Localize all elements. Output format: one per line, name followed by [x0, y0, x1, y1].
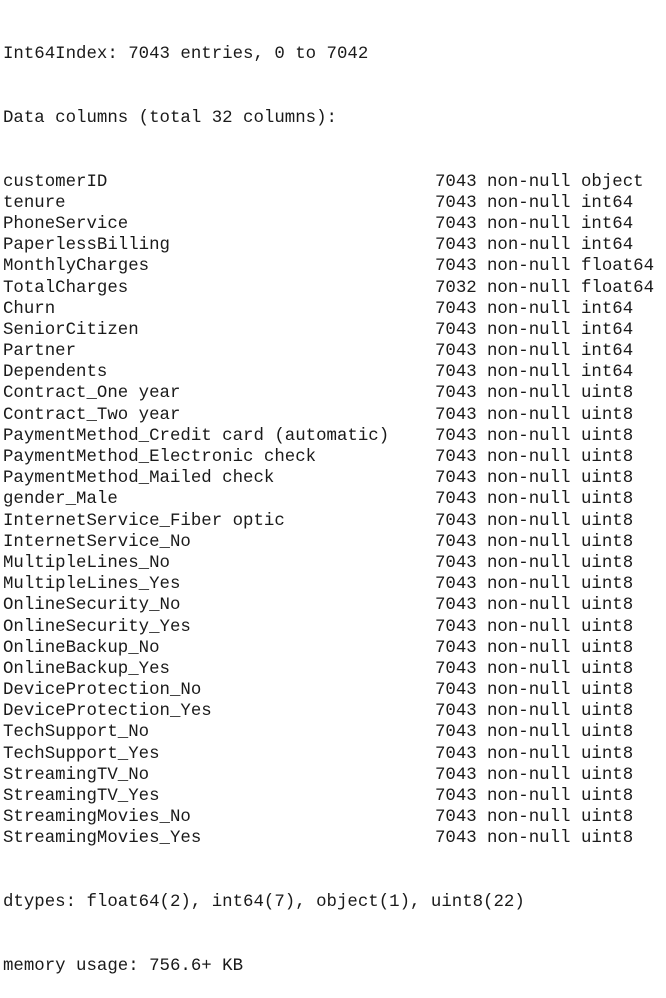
column-row — [3, 426, 666, 447]
column-name: PhoneService — [3, 214, 129, 234]
dtype-label: uint8 — [581, 829, 634, 849]
column-name: TechSupport_No — [3, 723, 150, 743]
column-name: MonthlyCharges — [3, 257, 150, 277]
non-null-count: 7043 — [435, 765, 477, 785]
nullity-label: non-null — [487, 681, 571, 701]
column-list — [3, 172, 666, 850]
column-row — [3, 828, 666, 849]
column-row — [3, 320, 666, 341]
dtype-label: float64 — [581, 278, 655, 298]
nullity-label: non-null — [487, 320, 571, 340]
dtype-label: uint8 — [581, 553, 634, 573]
column-name: StreamingTV_Yes — [3, 787, 160, 807]
column-name: SeniorCitizen — [3, 320, 139, 340]
dtype-label: uint8 — [581, 787, 634, 807]
column-name: Partner — [3, 342, 77, 362]
column-name: TechSupport_Yes — [3, 744, 160, 764]
column-row — [3, 617, 666, 638]
nullity-label: non-null — [487, 384, 571, 404]
dtype-label: uint8 — [581, 702, 634, 722]
dtype-label: int64 — [581, 214, 634, 234]
non-null-count: 7043 — [435, 681, 477, 701]
column-row — [3, 807, 666, 828]
dtype-label: int64 — [581, 299, 634, 319]
column-row — [3, 489, 666, 510]
column-row — [3, 235, 666, 256]
non-null-count: 7043 — [435, 236, 477, 256]
column-name: PaperlessBilling — [3, 236, 170, 256]
non-null-count: 7043 — [435, 659, 477, 679]
column-name: InternetService_Fiber optic — [3, 511, 285, 531]
non-null-count: 7043 — [435, 787, 477, 807]
nullity-label: non-null — [487, 575, 571, 595]
column-name: Dependents — [3, 363, 108, 383]
dtype-label: int64 — [581, 193, 634, 213]
non-null-count: 7043 — [435, 363, 477, 383]
column-name: MultipleLines_No — [3, 553, 170, 573]
nullity-label: non-null — [487, 808, 571, 828]
column-row — [3, 214, 666, 235]
column-name: TotalCharges — [3, 278, 129, 298]
nullity-label: non-null — [487, 659, 571, 679]
dtype-label: int64 — [581, 320, 634, 340]
column-row — [3, 256, 666, 277]
column-name: StreamingMovies_No — [3, 808, 191, 828]
column-name: gender_Male — [3, 490, 118, 510]
non-null-count: 7043 — [435, 448, 477, 468]
dtype-label: uint8 — [581, 575, 634, 595]
non-null-count: 7043 — [435, 511, 477, 531]
nullity-label: non-null — [487, 765, 571, 785]
non-null-count: 7032 — [435, 278, 477, 298]
column-row — [3, 765, 666, 786]
column-row — [3, 722, 666, 743]
nullity-label: non-null — [487, 617, 571, 637]
non-null-count: 7043 — [435, 744, 477, 764]
column-name: Contract_Two year — [3, 405, 181, 425]
dtype-label: uint8 — [581, 596, 634, 616]
column-name: StreamingTV_No — [3, 765, 150, 785]
nullity-label: non-null — [487, 448, 571, 468]
column-name: OnlineBackup_Yes — [3, 659, 170, 679]
column-row — [3, 468, 666, 489]
column-name: Contract_One year — [3, 384, 181, 404]
dtype-label: uint8 — [581, 426, 634, 446]
dtype-label: int64 — [581, 236, 634, 256]
dtype-label: uint8 — [581, 384, 634, 404]
column-name: OnlineSecurity_No — [3, 596, 181, 616]
nullity-label: non-null — [487, 193, 571, 213]
nullity-label: non-null — [487, 363, 571, 383]
non-null-count: 7043 — [435, 808, 477, 828]
nullity-label: non-null — [487, 638, 571, 658]
column-row — [3, 638, 666, 659]
column-row — [3, 680, 666, 701]
dtype-label: int64 — [581, 363, 634, 383]
dtype-label: uint8 — [581, 532, 634, 552]
dtype-label: uint8 — [581, 511, 634, 531]
non-null-count: 7043 — [435, 596, 477, 616]
dtypes-summary-line: dtypes: float64(2), int64(7), object(1), uint8(22) — [3, 893, 525, 912]
non-null-count: 7043 — [435, 384, 477, 404]
column-name: InternetService_No — [3, 532, 191, 552]
dtype-label: uint8 — [581, 744, 634, 764]
non-null-count: 7043 — [435, 723, 477, 743]
column-row — [3, 595, 666, 616]
non-null-count: 7043 — [435, 405, 477, 425]
column-row — [3, 553, 666, 574]
nullity-label: non-null — [487, 744, 571, 764]
nullity-label: non-null — [487, 257, 571, 277]
nullity-label: non-null — [487, 511, 571, 531]
columns-summary-line: Data columns (total 32 columns): — [3, 109, 337, 128]
column-name: OnlineSecurity_Yes — [3, 617, 191, 637]
dtype-label: uint8 — [581, 405, 634, 425]
nullity-label: non-null — [487, 172, 571, 192]
column-name: MultipleLines_Yes — [3, 575, 181, 595]
dtype-label: uint8 — [581, 681, 634, 701]
dtype-label: uint8 — [581, 448, 634, 468]
nullity-label: non-null — [487, 426, 571, 446]
non-null-count: 7043 — [435, 426, 477, 446]
nullity-label: non-null — [487, 829, 571, 849]
column-row — [3, 383, 666, 404]
column-name: OnlineBackup_No — [3, 638, 160, 658]
dtype-label: float64 — [581, 257, 655, 277]
index-summary-line: Int64Index: 7043 entries, 0 to 7042 — [3, 45, 369, 65]
dtype-label: uint8 — [581, 490, 634, 510]
column-row — [3, 193, 666, 214]
column-row — [3, 574, 666, 595]
dtype-label: int64 — [581, 342, 634, 362]
column-name: PaymentMethod_Credit card (automatic) — [3, 426, 390, 446]
column-name: StreamingMovies_Yes — [3, 829, 202, 849]
column-row — [3, 786, 666, 807]
column-row — [3, 405, 666, 426]
non-null-count: 7043 — [435, 553, 477, 573]
non-null-count: 7043 — [435, 214, 477, 234]
nullity-label: non-null — [487, 490, 571, 510]
non-null-count: 7043 — [435, 320, 477, 340]
non-null-count: 7043 — [435, 829, 477, 849]
nullity-label: non-null — [487, 405, 571, 425]
dtype-label: object — [581, 172, 644, 192]
column-name: tenure — [3, 193, 66, 213]
nullity-label: non-null — [487, 299, 571, 319]
non-null-count: 7043 — [435, 617, 477, 637]
memory-usage-line: memory usage: 756.6+ KB — [3, 956, 244, 976]
column-row — [3, 744, 666, 765]
nullity-label: non-null — [487, 278, 571, 298]
non-null-count: 7043 — [435, 257, 477, 277]
dtype-label: uint8 — [581, 617, 634, 637]
non-null-count: 7043 — [435, 575, 477, 595]
column-name: DeviceProtection_Yes — [3, 702, 212, 722]
column-name: Churn — [3, 299, 56, 319]
non-null-count: 7043 — [435, 490, 477, 510]
nullity-label: non-null — [487, 702, 571, 722]
dtype-label: uint8 — [581, 765, 634, 785]
nullity-label: non-null — [487, 236, 571, 256]
nullity-label: non-null — [487, 342, 571, 362]
non-null-count: 7043 — [435, 172, 477, 192]
column-row — [3, 511, 666, 532]
column-row — [3, 659, 666, 680]
dtype-label: uint8 — [581, 808, 634, 828]
column-row — [3, 278, 666, 299]
non-null-count: 7043 — [435, 702, 477, 722]
dtype-label: uint8 — [581, 659, 634, 679]
non-null-count: 7043 — [435, 638, 477, 658]
non-null-count: 7043 — [435, 193, 477, 213]
nullity-label: non-null — [487, 214, 571, 234]
column-name: PaymentMethod_Mailed check — [3, 469, 275, 489]
non-null-count: 7043 — [435, 342, 477, 362]
column-row — [3, 362, 666, 383]
non-null-count: 7043 — [435, 299, 477, 319]
nullity-label: non-null — [487, 723, 571, 743]
dtype-label: uint8 — [581, 723, 634, 743]
column-name: PaymentMethod_Electronic check — [3, 448, 317, 468]
column-row — [3, 532, 666, 553]
column-name: DeviceProtection_No — [3, 681, 202, 701]
column-row — [3, 299, 666, 320]
column-row — [3, 172, 666, 193]
nullity-label: non-null — [487, 596, 571, 616]
nullity-label: non-null — [487, 469, 571, 489]
nullity-label: non-null — [487, 787, 571, 807]
column-name: customerID — [3, 172, 108, 192]
non-null-count: 7043 — [435, 532, 477, 552]
column-row — [3, 701, 666, 722]
nullity-label: non-null — [487, 553, 571, 573]
nullity-label: non-null — [487, 532, 571, 552]
non-null-count: 7043 — [435, 469, 477, 489]
dtype-label: uint8 — [581, 638, 634, 658]
column-row — [3, 341, 666, 362]
dtype-label: uint8 — [581, 469, 634, 489]
column-row — [3, 447, 666, 468]
